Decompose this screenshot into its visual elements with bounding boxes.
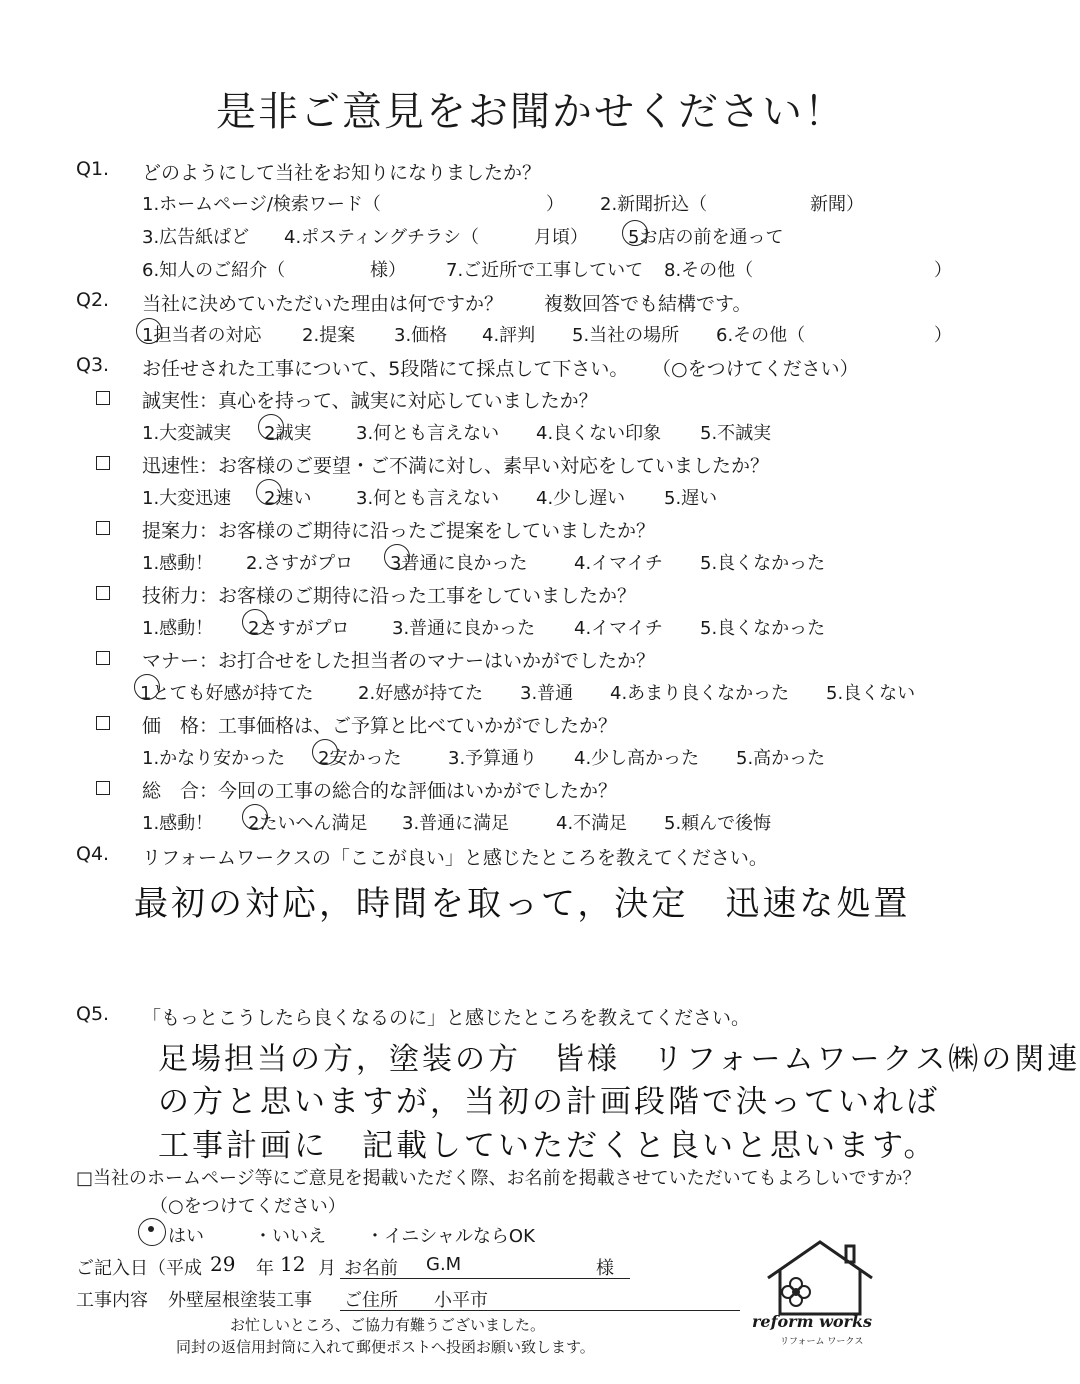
answer-circle	[312, 739, 338, 765]
q3-option: 3.予算通り	[448, 748, 538, 769]
thanks-line-2: 同封の返信用封筒に入れて郵便ポストへ投函お願い致します。	[176, 1338, 595, 1356]
checkbox[interactable]	[96, 391, 110, 405]
work-label: 工事内容	[76, 1290, 148, 1311]
q3-item-label: マナー：お打合せをした担当者のマナーはいかがでしたか？	[142, 650, 656, 672]
date-month-value: 12	[280, 1252, 306, 1276]
consent-option-initials[interactable]: ・イニシャルならOK	[366, 1226, 535, 1247]
q3-option: 5.不誠実	[700, 423, 772, 444]
q3-item-label: 提案力：お客様のご期待に沿ったご提案をしていましたか？	[142, 520, 656, 542]
q2-option: 1担当者の対応	[142, 325, 262, 346]
q3-option: 4.少し高かった	[574, 748, 700, 769]
q1-option-neighborhood: 7.ご近所で工事していて	[446, 260, 644, 281]
consent-note: （○をつけてください）	[150, 1196, 346, 1217]
q3-option: 1とても好感が持てた	[140, 683, 314, 704]
q4-handwritten-answer: 最初の対応，時間を取って，決定 迅速な処置	[134, 884, 911, 924]
answer-circle	[384, 544, 410, 570]
q3-option: 3.普通	[520, 683, 574, 704]
checkbox[interactable]	[96, 521, 110, 535]
page-title: 是非ご意見をお聞かせください！	[216, 89, 846, 135]
q3-option: 1.感動！	[142, 813, 214, 834]
q5-handwritten-line: の方と思いますが，当初の計画段階で決っていれば	[158, 1084, 940, 1120]
date-year-suffix: 年	[256, 1258, 274, 1279]
consent-option-no[interactable]: ・いいえ	[254, 1226, 326, 1247]
q3-item-label: 技術力：お客様のご期待に沿った工事をしていましたか？	[142, 585, 637, 607]
q5-handwritten-line: 工事計画に 記載していただくと良いと思います。	[158, 1128, 938, 1164]
logo-subtext: リフォーム ワークス	[780, 1337, 864, 1347]
name-underline	[340, 1278, 630, 1279]
q3-option: 1.かなり安かった	[142, 748, 286, 769]
q2-note: 複数回答でも結構です。	[544, 293, 752, 315]
q1-option-referral-close: 様）	[370, 260, 406, 281]
answer-circle	[242, 804, 268, 830]
q3-option: 3.普通に満足	[402, 813, 510, 834]
date-label: ご記入日（平成	[76, 1258, 202, 1279]
house-logo-icon	[760, 1238, 880, 1318]
name-sama: 様	[596, 1258, 614, 1279]
q1-option-newspaper-close: 新聞）	[810, 194, 864, 215]
q1-option-other-close: ）	[934, 260, 952, 281]
q5-question: 「もっとこうしたら良くなるのに」と感じたところを教えてください。	[142, 1007, 751, 1029]
q3-option: 5.遅い	[664, 488, 718, 509]
q3-option: 1.大変迅速	[142, 488, 232, 509]
q3-item-label: 総 合：今回の工事の総合的な評価はいかがでしたか？	[142, 780, 618, 802]
q3-option: 4.イマイチ	[574, 553, 663, 574]
logo-text: reform works	[752, 1312, 873, 1331]
answer-circle	[138, 1218, 166, 1246]
q2-number: Q2.	[76, 289, 110, 311]
q3-option: 4.あまり良くなかった	[610, 683, 790, 704]
q1-number: Q1.	[76, 158, 110, 180]
q1-option-storefront: 5お店の前を通って	[628, 227, 784, 248]
q3-option: 1.感動！	[142, 553, 214, 574]
q5-handwritten-line: 足場担当の方，塗装の方 皆様 リフォームワークス㈱の関連	[158, 1042, 1080, 1077]
q3-option: 2安かった	[318, 748, 402, 769]
q5-number: Q5.	[76, 1003, 110, 1025]
q2-option: 6.その他（	[716, 325, 806, 346]
q3-option: 1.感動！	[142, 618, 214, 639]
q3-item-label: 価 格：工事価格は、ご予算と比べていかがでしたか？	[142, 715, 618, 737]
q3-option: 4.イマイチ	[574, 618, 663, 639]
q3-option: 2.さすがプロ	[246, 553, 354, 574]
answer-circle	[134, 674, 160, 700]
q2-option: ）	[934, 325, 952, 346]
q3-option: 3.何とも言えない	[356, 423, 500, 444]
consent-option-yes[interactable]: はい	[168, 1226, 204, 1247]
q3-question: お任せされた工事について、5段階にて採点して下さい。	[142, 358, 629, 380]
checkbox[interactable]	[96, 651, 110, 665]
q1-option-posting: 4.ポスティングチラシ（	[284, 227, 480, 248]
answer-circle	[258, 414, 284, 440]
q3-option: 2速い	[264, 488, 312, 509]
date-month-suffix: 月	[318, 1258, 336, 1279]
work-value: 外壁屋根塗装工事	[168, 1290, 312, 1311]
answer-circle	[256, 479, 282, 505]
q3-option: 5.高かった	[736, 748, 826, 769]
bullet-dot	[148, 1226, 154, 1232]
q1-option-posting-close: 月頃）	[534, 227, 588, 248]
q1-option-homepage-close: ）	[546, 194, 564, 215]
q3-option: 2たいへん満足	[248, 813, 368, 834]
checkbox[interactable]	[96, 456, 110, 470]
q1-option-referral: 6.知人のご紹介（	[142, 260, 286, 281]
q4-question: リフォームワークスの「ここが良い」と感じたところを教えてください。	[142, 847, 768, 869]
q3-option: 5.頼んで後悔	[664, 813, 772, 834]
q1-option-pado: 3.広告紙ぱど	[142, 227, 250, 248]
q3-option: 4.少し遅い	[536, 488, 626, 509]
q2-option: 2.提案	[302, 325, 356, 346]
address-value: 小平市	[434, 1290, 488, 1311]
name-label: お名前	[344, 1258, 398, 1279]
q3-option: 3.普通に良かった	[392, 618, 536, 639]
q3-option: 1.大変誠実	[142, 423, 232, 444]
q3-option: 2.好感が持てた	[358, 683, 484, 704]
q1-option-newspaper: 2.新聞折込（	[600, 194, 708, 215]
answer-circle	[136, 318, 162, 344]
q2-question: 当社に決めていただいた理由は何ですか？	[142, 293, 504, 315]
q3-number: Q3.	[76, 354, 110, 376]
q3-option: 4.不満足	[556, 813, 628, 834]
q3-option: 3.何とも言えない	[356, 488, 500, 509]
q3-option: 4.良くない印象	[536, 423, 662, 444]
q1-question: どのようにして当社をお知りになりましたか？	[142, 162, 542, 184]
q3-option: 2さすがプロ	[248, 618, 350, 639]
q3-option: 5.良くない	[826, 683, 916, 704]
address-underline	[340, 1310, 740, 1311]
checkbox[interactable]	[96, 586, 110, 600]
q3-item-label: 迅速性：お客様のご要望・ご不満に対し、素早い対応をしていましたか？	[142, 455, 770, 477]
address-label: ご住所	[344, 1290, 398, 1311]
thanks-line-1: お忙しいところ、ご協力有難うございました。	[230, 1316, 546, 1334]
q3-option: 5.良くなかった	[700, 553, 826, 574]
date-year-value: 29	[210, 1252, 236, 1276]
q3-option: 3普通に良かった	[390, 553, 528, 574]
checkbox[interactable]	[96, 781, 110, 795]
q3-option: 2誠実	[264, 423, 312, 444]
q3-note: （○をつけてください）	[652, 358, 859, 380]
q4-number: Q4.	[76, 843, 110, 865]
q3-item-label: 誠実性：真心を持って、誠実に対応していましたか？	[142, 390, 598, 412]
answer-circle	[622, 220, 648, 246]
name-value: G.M	[426, 1254, 462, 1275]
answer-circle	[242, 609, 268, 635]
q1-option-homepage: 1.ホームページ/検索ワード（	[142, 194, 381, 215]
q1-option-other: 8.その他（	[664, 260, 754, 281]
consent-question: □当社のホームページ等にご意見を掲載いただく際、お名前を掲載させていただいてもよろしいですか？	[76, 1168, 921, 1189]
q2-option: 3.価格	[394, 325, 448, 346]
checkbox[interactable]	[96, 716, 110, 730]
q3-option: 5.良くなかった	[700, 618, 826, 639]
q2-option: 4.評判	[482, 325, 536, 346]
q2-option: 5.当社の場所	[572, 325, 680, 346]
